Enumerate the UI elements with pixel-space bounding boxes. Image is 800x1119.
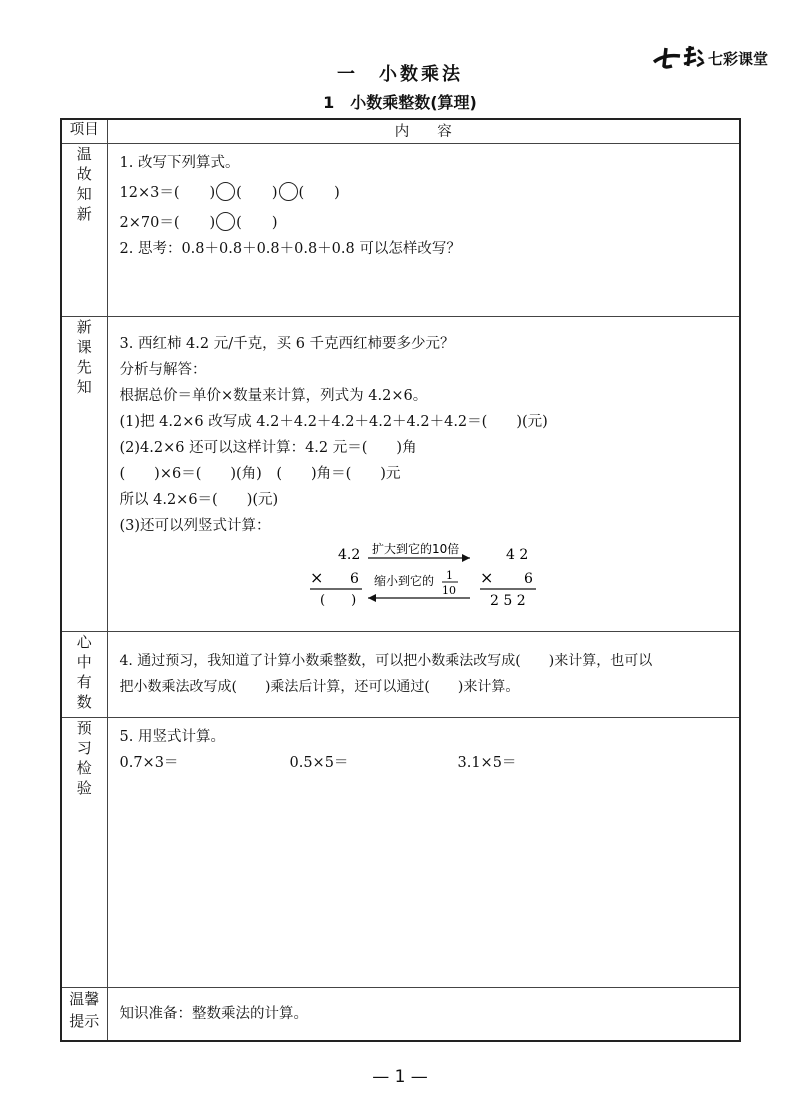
q1-title: 1. 改写下列算式。 bbox=[119, 154, 240, 171]
new-content bbox=[107, 316, 740, 631]
left-multiply-sign: × bbox=[309, 567, 323, 587]
left-top-number: 4.2 bbox=[337, 546, 360, 563]
operator-circle-blank[interactable] bbox=[216, 182, 235, 201]
left-result-blank: ( ) bbox=[319, 592, 356, 608]
right-arrow-icon bbox=[462, 554, 470, 562]
fraction-denominator: 10 bbox=[441, 583, 456, 597]
section-label-know: 心 中 有 数 bbox=[61, 631, 107, 717]
formula-text: 根据总价＝单价×数量来计算，列式为 4.2×6。 bbox=[119, 387, 428, 404]
right-top-number: 4 2 bbox=[505, 546, 528, 563]
q5-text: 5. 用竖式计算。 bbox=[119, 728, 225, 745]
section-label-review: 温 故 知 新 bbox=[61, 143, 107, 316]
check-content bbox=[107, 717, 740, 987]
q4-line1: 4. 通过预习，我知道了计算小数乘整数，可以把小数乘法改写成( )来计算，也可以 bbox=[119, 652, 653, 669]
section-know bbox=[61, 631, 740, 717]
section-label-tips: 温馨 提示 bbox=[61, 987, 107, 1041]
step2b-text: ( )×6＝( )(角) ( )角＝( )元 bbox=[119, 465, 401, 482]
lesson-title: 1 小数乘整数(算理) bbox=[323, 93, 477, 112]
so-text: 所以 4.2×6＝( )(元) bbox=[119, 491, 279, 508]
q4-line2: 把小数乘法改写成( )乘法后计算，还可以通过( )来计算。 bbox=[119, 678, 520, 695]
q1-line2: 2×70＝( ) ( ) bbox=[120, 210, 730, 236]
calc-row bbox=[120, 750, 730, 776]
arrow-bottom-label: 缩小到它的 bbox=[373, 573, 434, 588]
review-content bbox=[107, 143, 740, 316]
q1-line1: 12×3＝( ) ( ) ( ) bbox=[120, 180, 730, 206]
q2-text: 2. 思考：0.8＋0.8＋0.8＋0.8＋0.8 可以怎样改写？ bbox=[119, 240, 461, 257]
fraction-numerator: 1 bbox=[445, 568, 453, 582]
section-label-check: 预 习 检 验 bbox=[61, 717, 107, 987]
tips-text: 知识准备：整数乘法的计算。 bbox=[119, 1005, 308, 1022]
step1-text: (1)把 4.2×6 改写成 4.2＋4.2＋4.2＋4.2＋4.2＋4.2＝( )(元) bbox=[119, 413, 548, 430]
table-header-row bbox=[61, 119, 740, 143]
unit-title: 一 小数乘法 bbox=[337, 64, 463, 85]
section-new bbox=[61, 316, 740, 631]
page-number: — 1 — bbox=[372, 1067, 428, 1087]
right-multiplier: 6 bbox=[523, 570, 533, 587]
q3-text: 3. 西红柿 4.2 元/千克，买 6 千克西红柿要多少元？ bbox=[119, 335, 455, 352]
section-review bbox=[61, 143, 740, 316]
left-multiplier: 6 bbox=[349, 570, 359, 587]
operator-circle-blank[interactable] bbox=[279, 182, 298, 201]
step3-text: (3)还可以列竖式计算： bbox=[119, 517, 271, 534]
right-result: 2 5 2 bbox=[489, 592, 526, 609]
worksheet-table bbox=[60, 118, 741, 1042]
calc-item-3: 3.1×5＝ bbox=[457, 754, 517, 771]
left-arrow-icon bbox=[368, 594, 376, 602]
section-tips bbox=[61, 987, 740, 1041]
step2-text: (2)4.2×6 还可以这样计算：4.2 元＝( )角 bbox=[119, 439, 417, 456]
analysis-label: 分析与解答： bbox=[119, 361, 207, 378]
arrow-top-label: 扩大到它的10倍 bbox=[371, 541, 459, 556]
tips-content bbox=[107, 987, 740, 1041]
know-content bbox=[107, 631, 740, 717]
section-label-new: 新 课 先 知 bbox=[61, 316, 107, 631]
calc-item-2: 0.5×5＝ bbox=[289, 754, 349, 771]
header-item-cell: 项目 bbox=[61, 119, 107, 143]
logo-text: 七彩课堂 bbox=[708, 50, 769, 68]
header-content-cell: 内容 bbox=[107, 119, 740, 143]
operator-circle-blank[interactable] bbox=[216, 212, 235, 231]
calc-item-1: 0.7×3＝ bbox=[119, 754, 179, 771]
vertical-calculation bbox=[120, 541, 730, 627]
section-check bbox=[61, 717, 740, 987]
right-multiply-sign: × bbox=[479, 567, 493, 587]
